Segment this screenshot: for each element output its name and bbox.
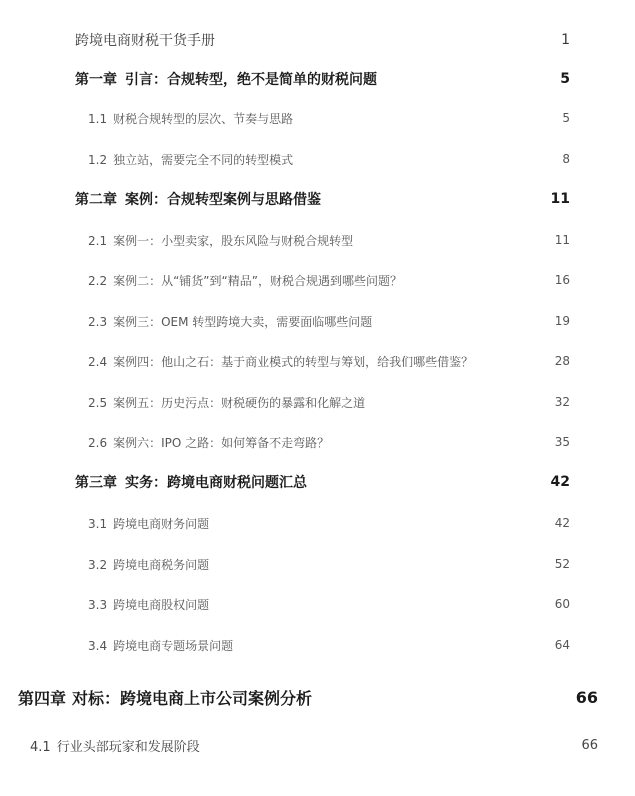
toc-section-label [88,596,555,613]
chapter-number: 第二章 [75,192,117,208]
section-number: 2.5 [88,395,108,410]
toc-page-number: 64 [554,638,570,652]
toc-section-label [88,434,555,451]
section-number: 3.4 [88,638,108,653]
section-title: 财税合规转型的层次、节奏与思路 [113,111,294,126]
chapter-title: 实务：跨境电商财税问题汇总 [125,475,307,491]
toc-chapter-2[interactable] [75,189,570,209]
toc-page-number: 35 [554,435,570,449]
section-title: 案例五：历史污点：财税硬伤的暴露和化解之道 [113,395,366,410]
toc-page-number: 16 [554,273,570,287]
toc-section-label [88,232,555,249]
toc-section-label [88,272,555,289]
toc-section-label [88,353,555,370]
toc-chapter-4[interactable] [18,685,598,709]
toc-page-number: 19 [554,314,570,328]
section-title: 案例六：IPO 之路：如何筹备不走弯路？ [113,435,330,450]
section-title: 案例二：从“铺货”到“精品”，财税合规遇到哪些问题？ [113,273,402,288]
toc-page-number: 11 [554,233,570,247]
toc-section-label [88,556,555,573]
chapter-number: 第四章 [18,688,67,708]
toc-section-2-1[interactable] [88,231,570,249]
section-number: 2.3 [88,314,108,329]
section-number: 3.3 [88,597,108,612]
toc-section-3-2[interactable] [88,555,570,573]
section-title: 案例三：OEM 转型跨境大卖，需要面临哪些问题 [113,314,373,329]
toc-section-2-4[interactable] [88,352,570,370]
toc-page-number: 42 [550,474,570,490]
toc-section-label [88,515,555,532]
chapter-number: 第一章 [75,72,117,88]
toc-section-1-1[interactable] [88,109,570,127]
section-title: 跨境电商股权问题 [113,597,210,612]
chapter-title: 对标：跨境电商上市公司案例分析 [72,688,313,708]
toc-chapter-label [75,69,560,89]
section-title: 跨境电商财务问题 [113,516,210,531]
toc-section-3-1[interactable] [88,514,570,532]
toc-section-3-3[interactable] [88,595,570,613]
toc-section-label [88,394,555,411]
toc-section-2-2[interactable] [88,271,570,289]
toc-title-label: 跨境电商财税干货手册 [75,33,215,49]
toc-section-3-4[interactable] [88,636,570,654]
toc-section-label [88,151,562,168]
toc-section-1-2[interactable] [88,150,570,168]
toc-page-number: 52 [554,557,570,571]
section-number: 2.1 [88,233,108,248]
toc-chapter-label [75,189,551,209]
section-number: 2.4 [88,354,108,369]
section-title: 案例四：他山之石：基于商业模式的转型与筹划，给我们哪些借鉴？ [113,354,474,369]
toc-page-number: 11 [550,191,570,207]
section-number: 3.2 [88,557,108,572]
toc-page-number: 42 [554,516,570,530]
toc-section-4-1[interactable] [30,735,598,755]
toc-chapter-label [18,686,576,709]
toc-section-2-5[interactable] [88,393,570,411]
section-number: 3.1 [88,516,108,531]
chapter-title: 引言：合规转型，绝不是简单的财税问题 [125,72,377,88]
section-number: 1.1 [88,111,108,126]
chapter-number: 第三章 [75,475,117,491]
toc-chapter-label [75,472,551,492]
section-title: 行业头部玩家和发展阶段 [56,739,200,755]
toc-page-number: 5 [560,71,570,87]
section-title: 跨境电商税务问题 [113,557,210,572]
toc-page-number: 60 [554,597,570,611]
toc-page-number: 5 [562,111,570,125]
toc-section-label [88,110,562,127]
section-title: 案例一：小型卖家，股东风险与财税合规转型 [113,233,354,248]
toc-title-entry[interactable] [75,30,570,50]
toc-section-label [88,637,555,654]
toc-section-2-3[interactable] [88,312,570,330]
toc-section-label [30,736,581,755]
section-number: 2.2 [88,273,108,288]
section-title: 跨境电商专题场景问题 [113,638,234,653]
section-number: 1.2 [88,152,108,167]
chapter-title: 案例：合规转型案例与思路借鉴 [125,192,321,208]
toc-chapter-3[interactable] [75,472,570,492]
toc-page-number: 66 [575,687,598,707]
toc-page-number: 28 [554,354,570,368]
section-number: 4.1 [30,739,51,755]
toc-page-number: 66 [581,737,598,753]
toc-chapter-1[interactable] [75,69,570,89]
section-title: 独立站，需要完全不同的转型模式 [113,152,294,167]
toc-page-number: 32 [554,395,570,409]
section-number: 2.6 [88,435,108,450]
toc-section-2-6[interactable] [88,433,570,451]
toc-section-label [88,313,555,330]
toc-page-number: 1 [561,32,570,48]
toc-page-number: 8 [562,152,570,166]
